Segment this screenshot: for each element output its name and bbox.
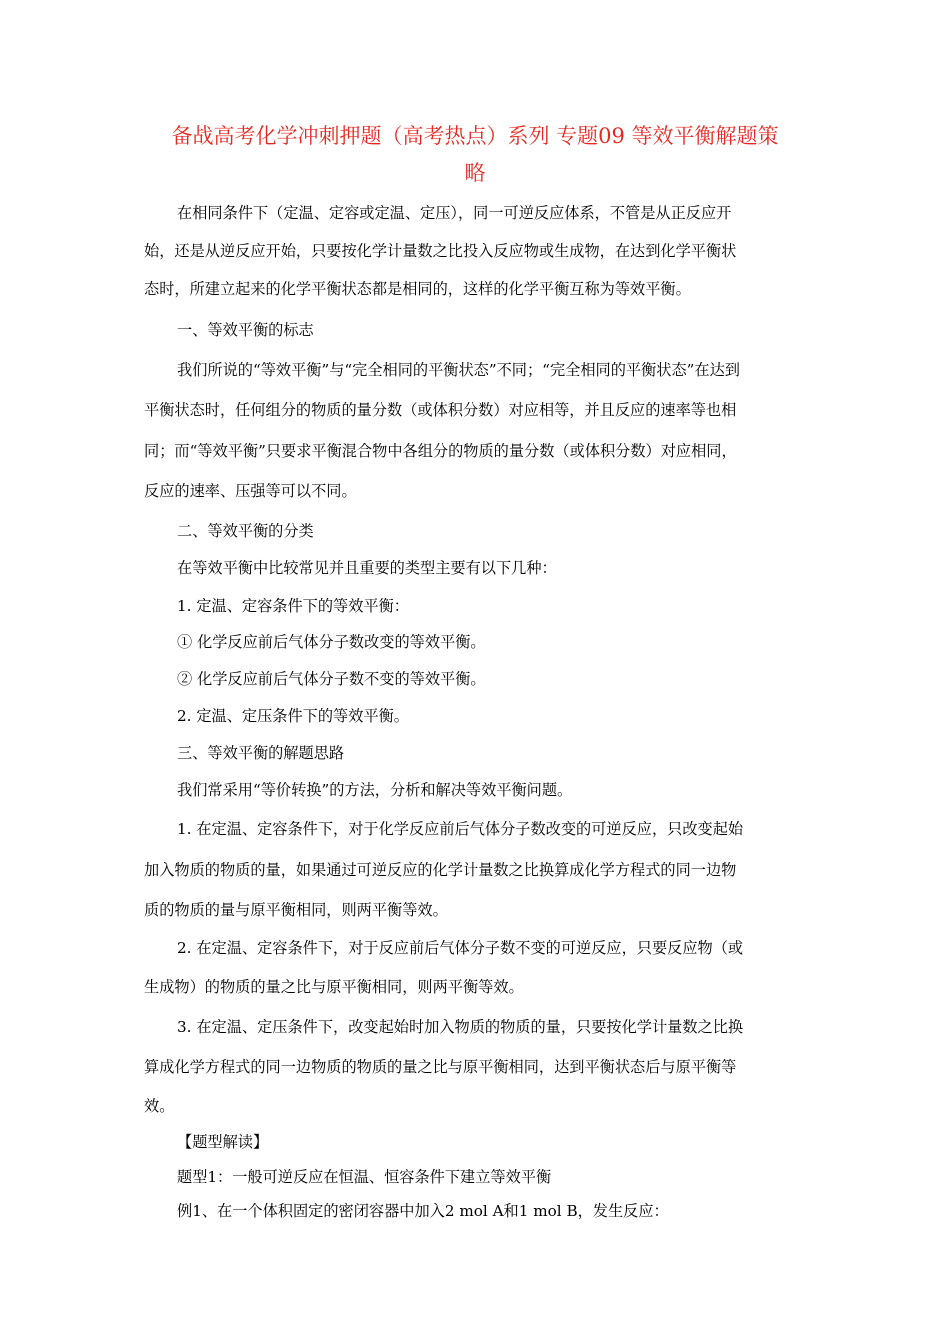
- section2-item-2: 2. 定温、定压条件下的等效平衡。: [177, 707, 409, 725]
- section3-point3-line-3: 效。: [144, 1097, 175, 1115]
- section3-point3-line-2: 算成化学方程式的同一边物质的物质的量之比与原平衡相同，达到平衡状态后与原平衡等: [144, 1058, 737, 1076]
- section3-heading: 三、等效平衡的解题思路: [177, 744, 345, 762]
- section1-body-line-4: 反应的速率、压强等可以不同。: [144, 482, 357, 500]
- section3-point2-line-2: 生成物）的物质的量之比与原平衡相同，则两平衡等效。: [144, 978, 524, 996]
- intro-line-1: 在相同条件下（定温、定容或定温、定压），同一可逆反应体系，不管是从正反应开: [177, 204, 732, 222]
- section3-intro: 我们常采用“等价转换”的方法，分析和解决等效平衡问题。: [177, 781, 573, 799]
- section3-point3-line-1: 3. 在定温、定压条件下，改变起始时加入物质的物质的量，只要按化学计量数之比换: [177, 1018, 744, 1036]
- intro-line-2: 始，还是从逆反应开始，只要按化学计量数之比投入反应物或生成物，在达到化学平衡状: [144, 242, 737, 260]
- interpretation-heading: 【题型解读】: [177, 1133, 269, 1151]
- type1-heading: 题型1：一般可逆反应在恒温、恒容条件下建立等效平衡: [177, 1168, 552, 1186]
- section2-intro: 在等效平衡中比较常见并且重要的类型主要有以下几种：: [177, 559, 557, 577]
- section3-point1-line-2: 加入物质的物质的量，如果通过可逆反应的化学计量数之比换算成化学方程式的同一边物: [144, 861, 737, 879]
- section1-body-line-1: 我们所说的“等效平衡”与“完全相同的平衡状态”不同；“完全相同的平衡状态”在达到: [177, 361, 740, 379]
- section1-body-line-2: 平衡状态时，任何组分的物质的量分数（或体积分数）对应相等，并且反应的速率等也相: [144, 401, 737, 419]
- section3-point2-line-1: 2. 在定温、定容条件下，对于反应前后气体分子数不变的可逆反应，只要反应物（或: [177, 939, 744, 957]
- document-title-line-2: 略: [464, 161, 486, 185]
- section1-heading: 一、等效平衡的标志: [177, 321, 314, 339]
- section3-point1-line-1: 1. 在定温、定容条件下，对于化学反应前后气体分子数改变的可逆反应，只改变起始: [177, 820, 744, 838]
- section1-body-line-3: 同；而“等效平衡”只要求平衡混合物中各组分的物质的量分数（或体积分数）对应相同，: [144, 442, 737, 460]
- section2-heading: 二、等效平衡的分类: [177, 522, 314, 540]
- section3-point1-line-3: 质的物质的量与原平衡相同，则两平衡等效。: [144, 901, 448, 919]
- intro-line-3: 态时，所建立起来的化学平衡状态都是相同的，这样的化学平衡互称为等效平衡。: [144, 280, 691, 298]
- section2-subitem-2: ② 化学反应前后气体分子数不变的等效平衡。: [177, 670, 486, 688]
- section2-item-1: 1. 定温、定容条件下的等效平衡：: [177, 597, 409, 615]
- document-title-line-1: 备战高考化学冲刺押题（高考热点）系列 专题09 等效平衡解题策: [171, 124, 779, 148]
- example1-line: 例1、在一个体积固定的密闭容器中加入2 mol A和1 mol B，发生反应：: [177, 1202, 669, 1220]
- section2-subitem-1: ① 化学反应前后气体分子数改变的等效平衡。: [177, 633, 486, 651]
